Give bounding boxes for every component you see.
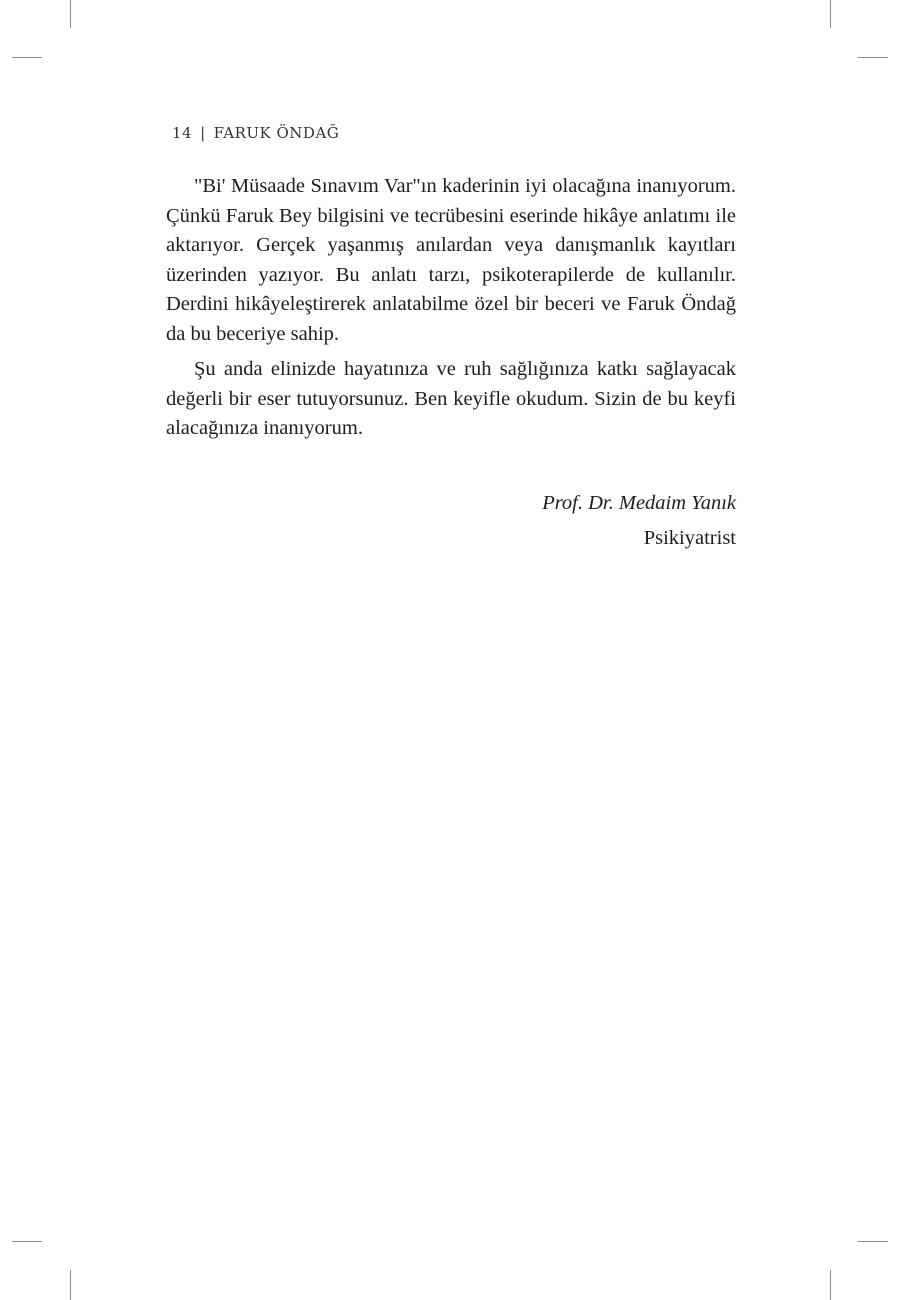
crop-mark-left-top [12,57,42,58]
signature-block [542,486,736,556]
crop-mark-right-top [858,57,888,58]
paragraph-1: "Bi' Müsaade Sınavım Var"ın kaderinin iyi olacağına inanıyorum. Çünkü Faruk Bey bilgisini ve tecrübesini eserinde hikâye anlatımı ile aktarıyor. Gerçek yaşanmış anılardan veya danışmanlık kayıtları üzerinden yazıyor. Bu anlatı tarzı, psikoterapilerde de kullanılır. Derdini hikâyeleştirerek anlatabilme özel bir beceri ve Faruk Öndağ da bu beceriye sahip. [166,175,736,345]
crop-mark-top-right [830,0,831,28]
paragraph-2: Şu anda elinizde hayatınıza ve ruh sağlığınıza katkı sağlayacak değerli bir eser tutuyorsunuz. Ben keyifle okudum. Sizin de bu keyfi alacağınıza inanıyorum. [166,358,736,439]
header-separator: | [200,124,206,142]
crop-mark-right-bottom [858,1241,888,1242]
crop-mark-bottom-left [70,1270,71,1300]
page-number: 14 [172,124,193,142]
crop-mark-top-left [70,0,71,28]
signature-title: Psikiyatrist [643,527,736,549]
header-author: FARUK ÖNDAĞ [213,124,340,142]
crop-mark-left-bottom [12,1241,42,1242]
signature-name: Prof. Dr. Medaim Yanık [542,492,736,514]
crop-mark-bottom-right [830,1270,831,1300]
body-text [166,172,736,450]
running-head [172,124,339,142]
